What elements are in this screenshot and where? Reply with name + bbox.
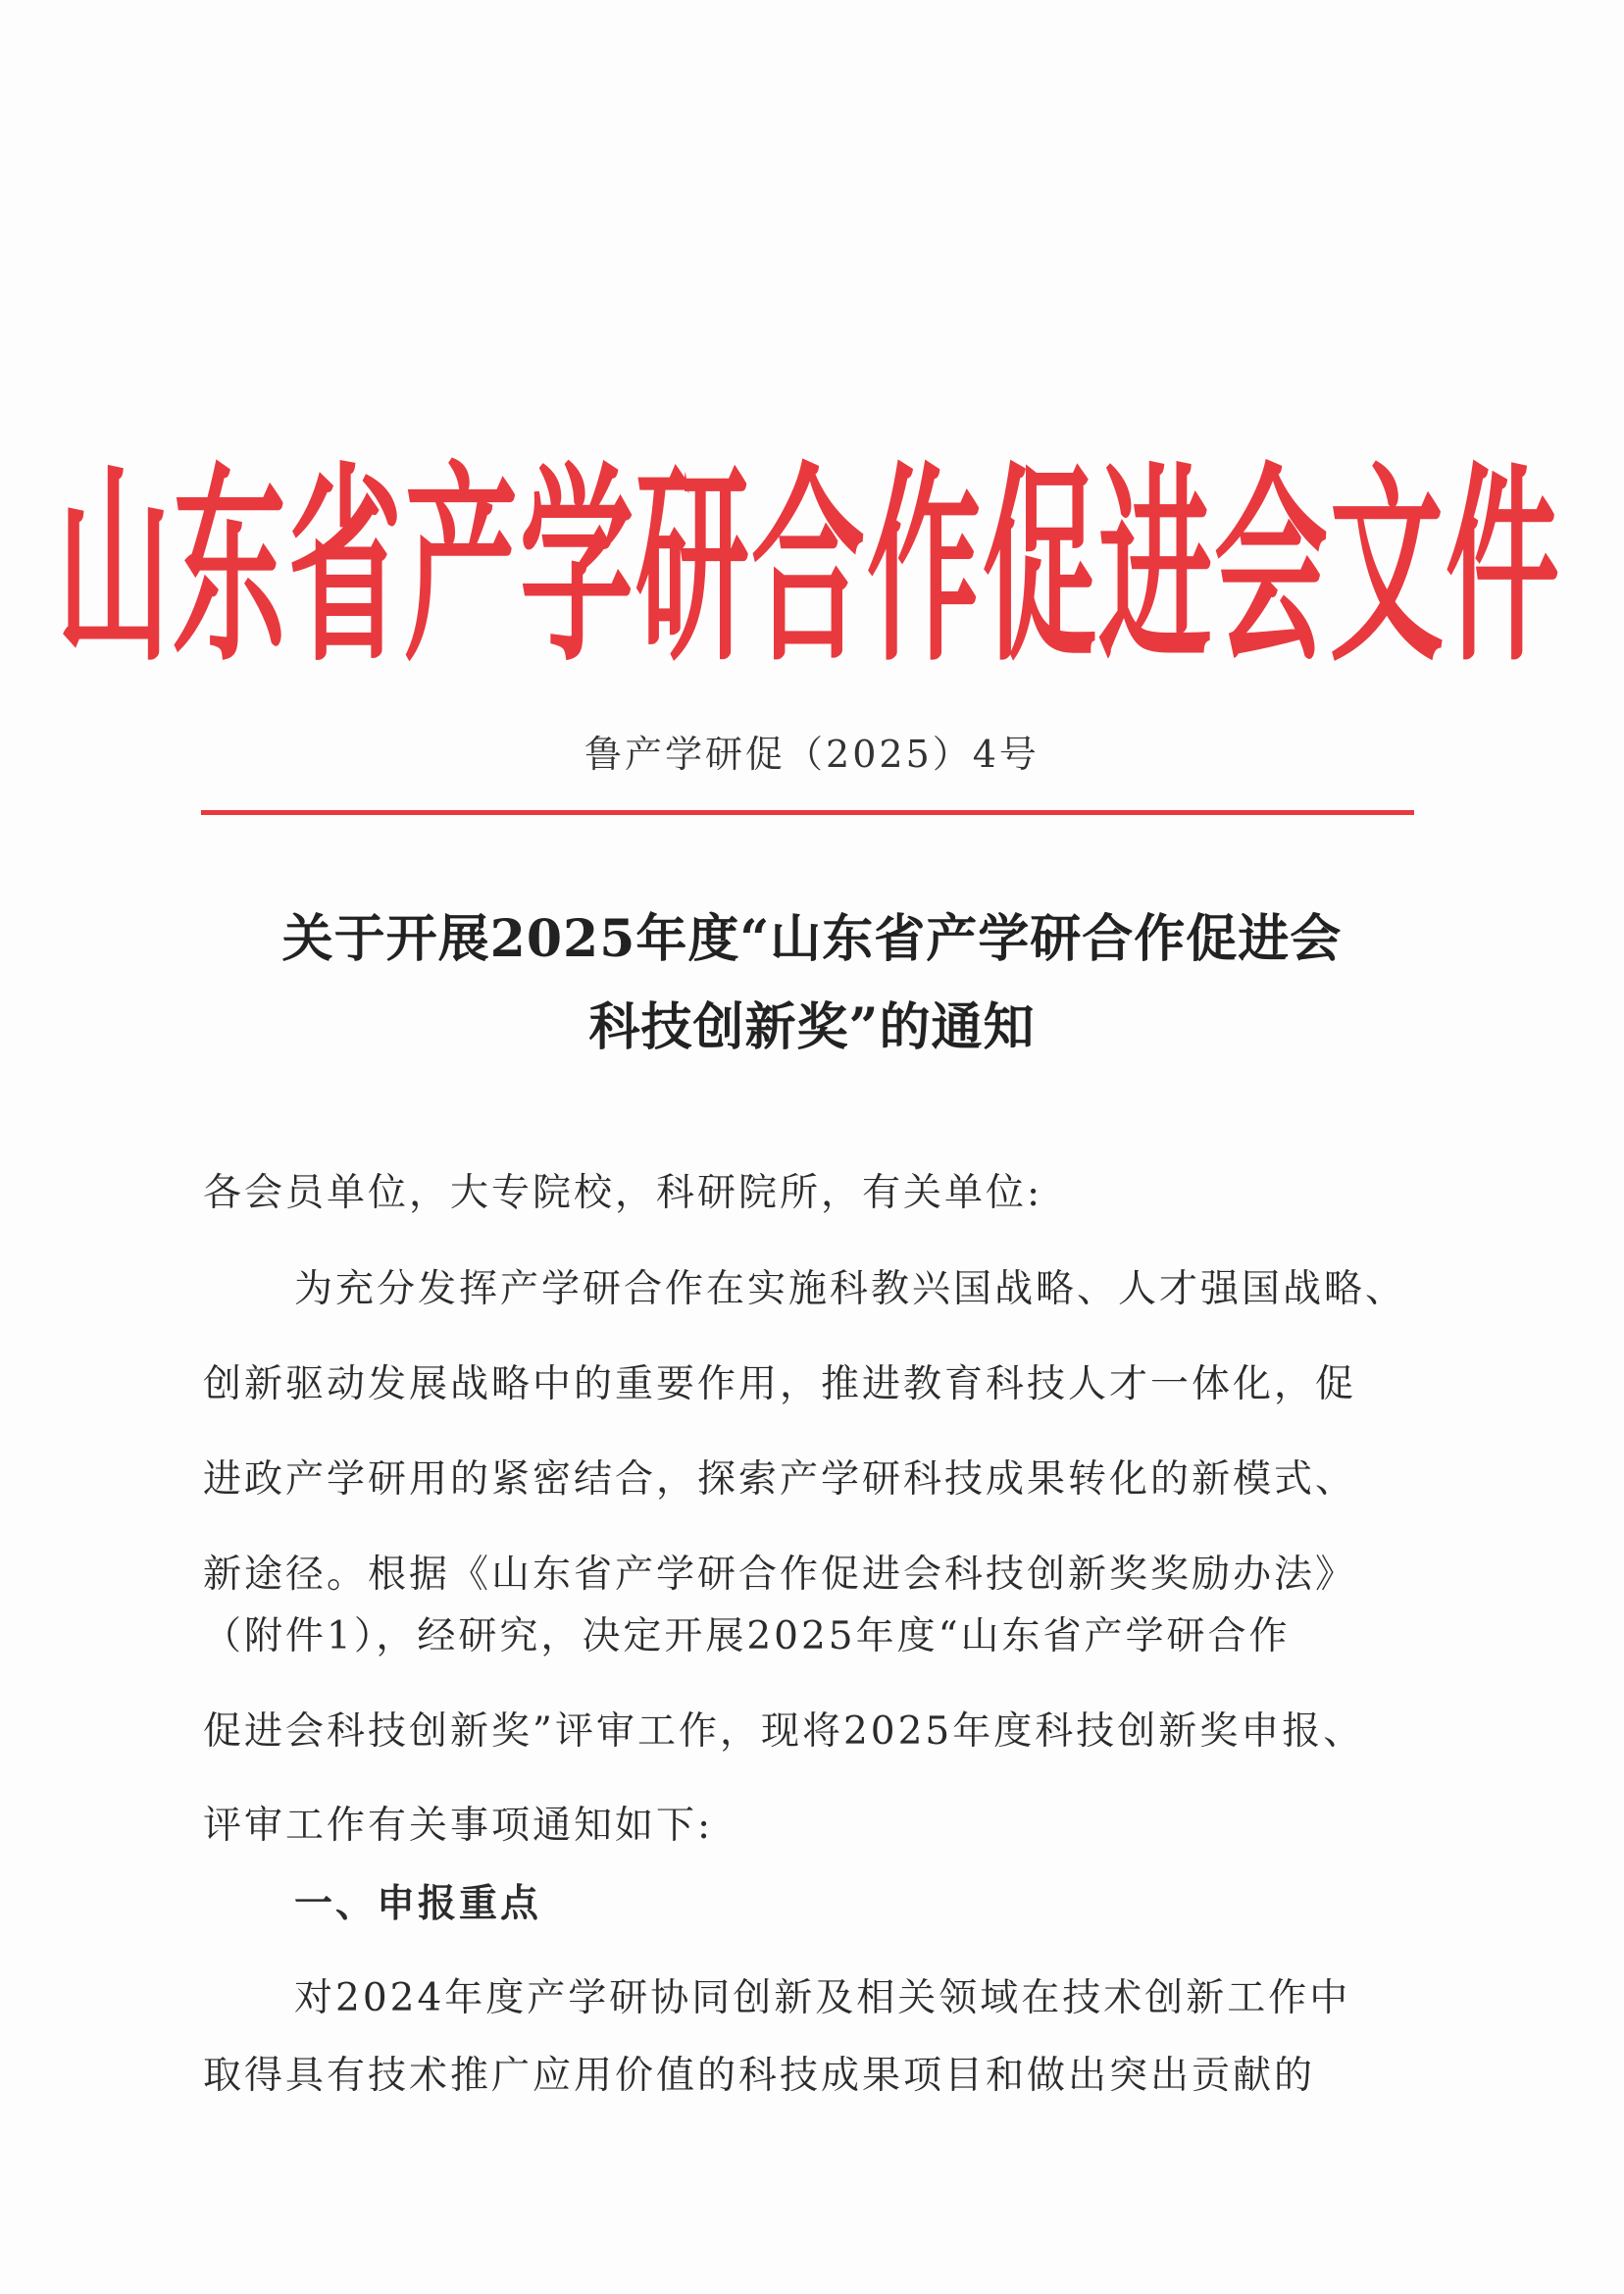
paragraph-1-line-7: 评审工作有关事项通知如下: [203,1804,714,1848]
paragraph-1-line-1: 为充分发挥产学研合作在实施科教兴国战略、人才强国战略、 [294,1267,1407,1311]
document-number: 鲁产学研促（2025）4号 [584,733,1040,776]
paragraph-2-line-2: 取得具有技术推广应用价值的科技成果项目和做出突出贡献的 [203,2054,1316,2098]
paragraph-1-line-2: 创新驱动发展战略中的重要作用，推进教育科技人才一体化，促 [203,1362,1357,1406]
section-1-heading: 一、申报重点 [294,1881,542,1926]
notice-title-line-1: 关于开展2025年度“山东省产学研合作促进会 [281,909,1343,969]
salutation: 各会员单位，大专院校，科研院所，有关单位: [203,1171,1043,1215]
paragraph-1-line-5: （附件1），经研究，决定开展2025年度“山东省产学研合作 [203,1614,1291,1658]
paragraph-1-line-3: 进政产学研用的紧密结合，探索产学研科技成果转化的新模式、 [203,1457,1357,1502]
paragraph-1-line-4: 新途径。根据《山东省产学研合作促进会科技创新奖奖励办法》 [203,1553,1357,1597]
paragraph-2-line-1: 对2024年度产学研协同创新及相关领域在技术创新工作中 [294,1976,1351,2020]
paragraph-1-line-6: 促进会科技创新奖”评审工作，现将2025年度科技创新奖申报、 [203,1709,1365,1754]
notice-title-line-2: 科技创新奖”的通知 [588,997,1036,1057]
red-divider-line [201,810,1414,815]
document-header-title: 山东省产学研合作促进会文件 [57,444,1561,690]
